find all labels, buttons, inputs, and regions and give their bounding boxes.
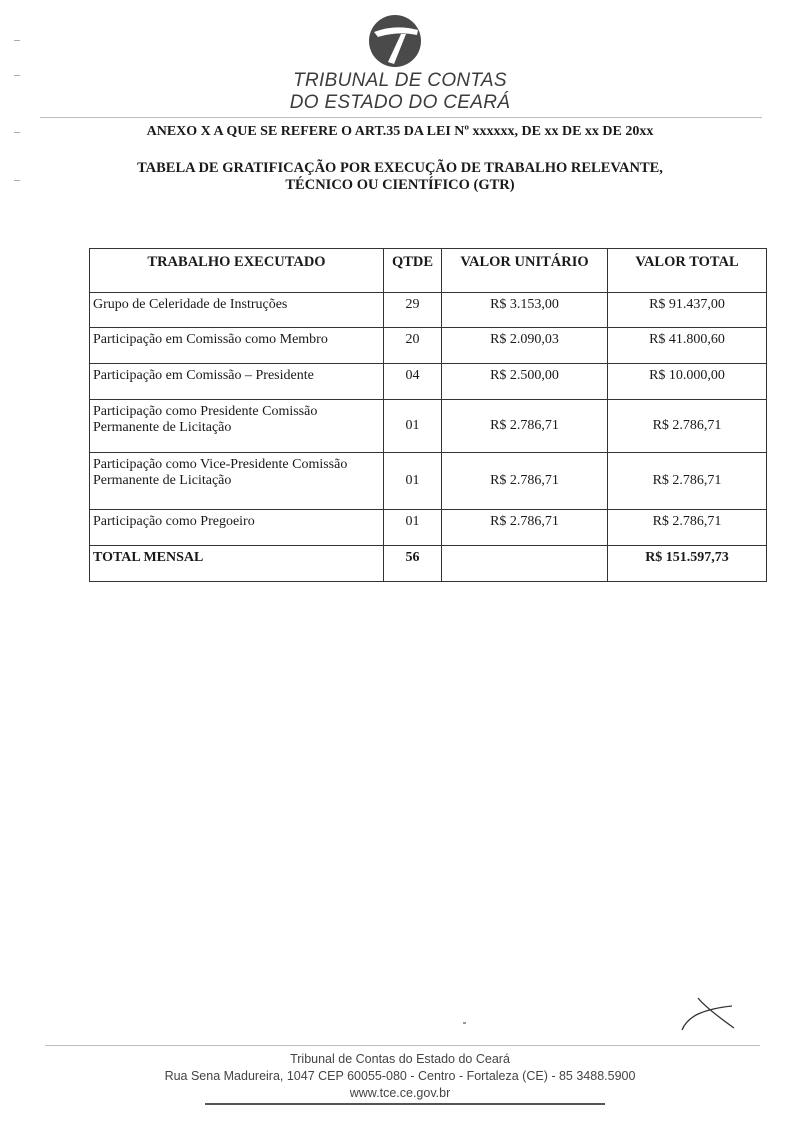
- cell-valor-total: R$ 41.800,60: [608, 328, 767, 364]
- cell-trabalho: Participação em Comissão como Membro: [90, 328, 384, 364]
- cell-qtde: 20: [384, 328, 442, 364]
- header-divider: [40, 117, 762, 118]
- cell-valor-unitario: R$ 2.786,71: [442, 453, 608, 510]
- total-value: R$ 151.597,73: [608, 546, 767, 582]
- annex-title: ANEXO X A QUE SE REFERE O ART.35 DA LEI Nº xxxxxx, DE xx DE xx DE 20xx: [146, 124, 654, 139]
- table-header-row: [90, 249, 767, 293]
- footer-website: www.tce.ce.gov.br: [349, 1086, 451, 1100]
- table-row: [90, 453, 767, 510]
- scan-mark: [14, 75, 20, 76]
- header-valor-total: VALOR TOTAL: [608, 249, 767, 293]
- footer-org-name: Tribunal de Contas do Estado do Ceará: [290, 1052, 510, 1066]
- footer-underline: [205, 1103, 605, 1105]
- total-unit: [442, 546, 608, 582]
- table-row: [90, 328, 767, 364]
- table-title-line1: TABELA DE GRATIFICAÇÃO POR EXECUÇÃO DE TRABALHO RELEVANTE,: [137, 160, 663, 176]
- footer-divider: [45, 1045, 760, 1046]
- cell-trabalho: Participação como Presidente Comissão Permanente de Licitação: [90, 400, 384, 453]
- org-name-line2: DO ESTADO DO CEARÁ: [289, 92, 511, 113]
- total-qtde: 56: [384, 546, 442, 582]
- header-valor-unitario: VALOR UNITÁRIO: [442, 249, 608, 293]
- header-qtde: QTDE: [384, 249, 442, 293]
- table-row: [90, 400, 767, 453]
- cell-trabalho: Participação como Pregoeiro: [90, 510, 384, 546]
- cell-valor-unitario: R$ 2.090,03: [442, 328, 608, 364]
- cell-trabalho: Participação como Vice-Presidente Comissão Permanente de Licitação: [90, 453, 384, 510]
- tce-logo-icon: [368, 14, 422, 68]
- gtr-table: [89, 248, 767, 582]
- scan-mark: [14, 180, 20, 181]
- org-name-line1: TRIBUNAL DE CONTAS: [293, 70, 507, 91]
- cell-valor-unitario: R$ 2.500,00: [442, 364, 608, 400]
- scan-speck: [463, 1022, 466, 1024]
- footer-address: Rua Sena Madureira, 1047 CEP 60055-080 - Centro - Fortaleza (CE) - 85 3488.5900: [164, 1069, 636, 1083]
- cell-qtde: 04: [384, 364, 442, 400]
- header-trabalho: TRABALHO EXECUTADO: [90, 249, 384, 293]
- cell-valor-total: R$ 2.786,71: [608, 510, 767, 546]
- scan-mark: [14, 132, 20, 133]
- cell-qtde: 01: [384, 510, 442, 546]
- cell-valor-unitario: R$ 2.786,71: [442, 510, 608, 546]
- cell-trabalho: Grupo de Celeridade de Instruções: [90, 293, 384, 328]
- scan-mark: [14, 40, 20, 41]
- cell-qtde: 29: [384, 293, 442, 328]
- table-title-line2: TÉCNICO OU CIENTÍFICO (GTR): [285, 177, 515, 193]
- cell-valor-total: R$ 2.786,71: [608, 400, 767, 453]
- handwritten-mark-icon: [678, 994, 736, 1034]
- total-label: TOTAL MENSAL: [90, 546, 384, 582]
- cell-qtde: 01: [384, 400, 442, 453]
- table-title: [80, 160, 720, 194]
- cell-valor-unitario: R$ 2.786,71: [442, 400, 608, 453]
- table-total-row: [90, 546, 767, 582]
- cell-trabalho: Participação em Comissão – Presidente: [90, 364, 384, 400]
- cell-valor-total: R$ 91.437,00: [608, 293, 767, 328]
- cell-valor-unitario: R$ 3.153,00: [442, 293, 608, 328]
- cell-qtde: 01: [384, 453, 442, 510]
- table-row: [90, 510, 767, 546]
- cell-valor-total: R$ 2.786,71: [608, 453, 767, 510]
- table-row: [90, 364, 767, 400]
- table-row: [90, 293, 767, 328]
- cell-valor-total: R$ 10.000,00: [608, 364, 767, 400]
